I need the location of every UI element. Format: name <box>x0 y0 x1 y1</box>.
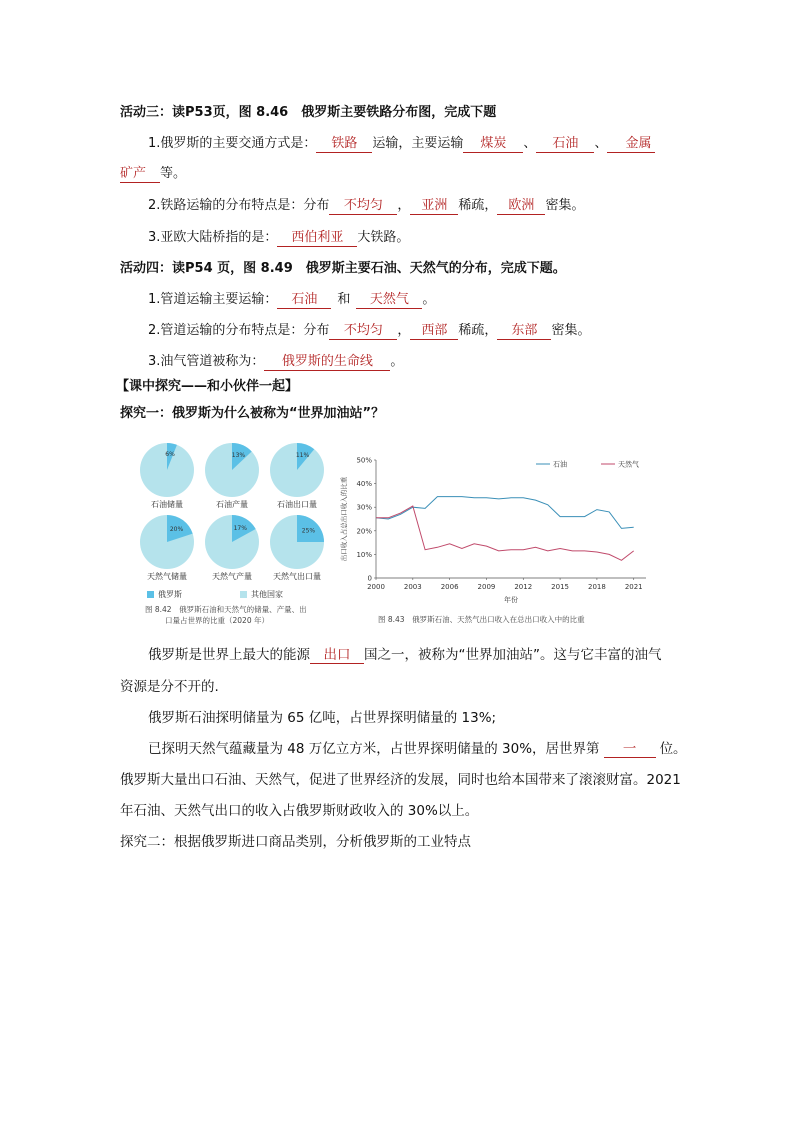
y-axis-label: 出口收入占总出口收入的比重 <box>340 476 348 562</box>
legend-other-label: 其他国家 <box>251 590 283 599</box>
q1-mid: 和 <box>337 292 351 307</box>
pie-caption: 天然气储量 <box>147 572 187 581</box>
answer-blank: 欧洲 <box>497 198 545 215</box>
x-tick-label: 2021 <box>624 583 643 591</box>
x-tick-label: 2003 <box>403 583 422 591</box>
pie-pct-label: 17% <box>233 525 247 533</box>
pie-charts <box>135 438 330 588</box>
line-chart-figure <box>336 450 656 630</box>
answer-blank: 煤炭 <box>463 136 523 153</box>
legend-swatch <box>147 591 154 598</box>
activity3-q2 <box>148 196 584 216</box>
pie-caption: 石油储量 <box>151 500 183 509</box>
answer-blank: 俄罗斯的生命线 <box>264 354 390 371</box>
q2-mid: 稀疏， <box>458 323 498 338</box>
activity3-q1 <box>148 134 655 154</box>
q1-mid: 运输，主要运输 <box>372 136 464 151</box>
x-tick-label: 2000 <box>367 583 385 591</box>
paragraph-5: 年石油、天然气出口的收入占俄罗斯财政收入的 30%以上。 <box>120 803 479 819</box>
y-tick-label: 0 <box>367 574 372 583</box>
pie-caption: 天然气出口量 <box>273 572 321 581</box>
q1-end: 。 <box>422 292 436 307</box>
q2-prefix: 2.铁路运输的分布特点是：分布 <box>148 198 330 213</box>
activity3-title-text: 活动三：读P53页，图 8.46 俄罗斯主要铁路分布图，完成下题 <box>120 105 497 120</box>
paragraph-1-cont: 资源是分不开的. <box>120 679 219 695</box>
x-tick-label: 2012 <box>514 583 533 591</box>
y-tick-label: 30% <box>356 503 372 512</box>
legend-swatch <box>240 591 247 598</box>
pie-pct-label: 11% <box>295 451 310 459</box>
activity3-q1-cont <box>120 164 186 184</box>
activity4-q2 <box>148 321 590 341</box>
paragraph-1 <box>148 640 668 670</box>
y-tick-label: 10% <box>356 550 372 559</box>
answer-blank: 金属 <box>607 136 655 153</box>
answer-blank: 东部 <box>497 323 551 340</box>
q2-end: 密集。 <box>551 323 591 338</box>
line-chart-caption: 图 8.43 俄罗斯石油、天然气出口收入在总出口收入中的比重 <box>378 615 585 624</box>
q3-end: 。 <box>390 354 404 369</box>
y-tick-label: 40% <box>356 480 372 489</box>
q2-mid: 稀疏， <box>458 198 498 213</box>
legend-other <box>240 589 283 600</box>
activity3-q3 <box>148 228 409 248</box>
activity4-q1 <box>148 290 435 310</box>
activity4-title <box>120 259 566 279</box>
explore2-title: 探究二：根据俄罗斯进口商品类别，分析俄罗斯的工业特点 <box>120 834 471 850</box>
q3-prefix: 3.油气管道被称为： <box>148 354 265 369</box>
answer-blank: 石油 <box>536 136 594 153</box>
pie-caption-1: 图 8.42 俄罗斯石油和天然气的储量、产量、出 <box>145 605 307 614</box>
activity4-q3 <box>148 352 403 372</box>
legend-label: 石油 <box>553 460 567 469</box>
answer-blank: 一 <box>604 741 656 758</box>
section-heading: 【课中探究——和小伙伴一起】 <box>116 379 299 394</box>
answer-blank: 西部 <box>410 323 458 340</box>
y-tick-label: 20% <box>356 527 372 536</box>
legend-russia-label: 俄罗斯 <box>158 590 182 599</box>
answer-blank: 出口 <box>310 647 364 664</box>
series-line-gas <box>376 506 634 560</box>
q2-prefix: 2.管道运输的分布特点是：分布 <box>148 323 330 338</box>
pie-caption: 天然气产量 <box>212 572 252 581</box>
pie-pct-label: 13% <box>231 452 246 460</box>
q3-end: 大铁路。 <box>357 230 410 245</box>
answer-blank: 石油 <box>277 292 331 309</box>
y-tick-label: 50% <box>356 456 372 465</box>
separator: 、 <box>523 136 537 151</box>
q1-prefix: 1.管道运输主要运输： <box>148 292 278 307</box>
line-chart <box>336 450 656 615</box>
x-axis-label: 年份 <box>504 596 518 604</box>
answer-blank: 亚洲 <box>410 198 458 215</box>
answer-blank: 西伯利亚 <box>277 230 357 247</box>
q2-end: 密集。 <box>545 198 585 213</box>
pie-caption: 石油产量 <box>216 500 248 509</box>
activity3-title <box>120 103 496 123</box>
answer-blank: 矿产 <box>120 166 160 183</box>
separator: 、 <box>594 136 608 151</box>
answer-blank: 铁路 <box>316 136 372 153</box>
separator: ， <box>397 198 411 213</box>
para1-text: 俄罗斯是世界上最大的能源 <box>148 647 310 663</box>
pie-pct-label: 20% <box>169 525 184 533</box>
legend-label: 天然气 <box>618 460 639 469</box>
para3-text: 已探明天然气蕴藏量为 48 万亿立方米，占世界探明储量的 30%，居世界第 <box>148 741 600 757</box>
pie-figure <box>135 438 330 628</box>
q3-prefix: 3.亚欧大陆桥指的是： <box>148 230 278 245</box>
activity4-title-text: 活动四：读P54 页，图 8.49 俄罗斯主要石油、天然气的分布，完成下题。 <box>120 261 566 276</box>
pie-pct-label: 25% <box>301 527 316 535</box>
paragraph-2: 俄罗斯石油探明储量为 65 亿吨，占世界探明储量的 13%; <box>148 710 497 726</box>
pie-caption: 石油出口量 <box>277 500 317 509</box>
x-tick-label: 2015 <box>551 583 570 591</box>
q1-end: 等。 <box>160 166 187 181</box>
explore1-title: 探究一：俄罗斯为什么被称为“世界加油站”？ <box>120 406 385 421</box>
answer-blank: 不均匀 <box>329 323 397 340</box>
pie-pct-label: 6% <box>165 451 175 459</box>
x-tick-label: 2009 <box>477 583 496 591</box>
x-tick-label: 2018 <box>587 583 606 591</box>
answer-blank: 不均匀 <box>329 198 397 215</box>
x-tick-label: 2006 <box>440 583 459 591</box>
paragraph-4: 俄罗斯大量出口石油、天然气，促进了世界经济的发展，同时也给本国带来了滚滚财富。2021 <box>120 772 681 788</box>
q1-prefix: 1.俄罗斯的主要交通方式是： <box>148 136 317 151</box>
paragraph-3 <box>148 734 688 764</box>
para3-text: 位。 <box>659 741 687 757</box>
para1-text: 国之一，被称为“世界加油站”。这与它丰富的油气 <box>364 647 662 663</box>
answer-blank: 天然气 <box>356 292 422 309</box>
legend-russia <box>147 589 182 600</box>
separator: ， <box>397 323 411 338</box>
pie-caption-2: 口量占世界的比重（2020 年） <box>165 616 269 625</box>
